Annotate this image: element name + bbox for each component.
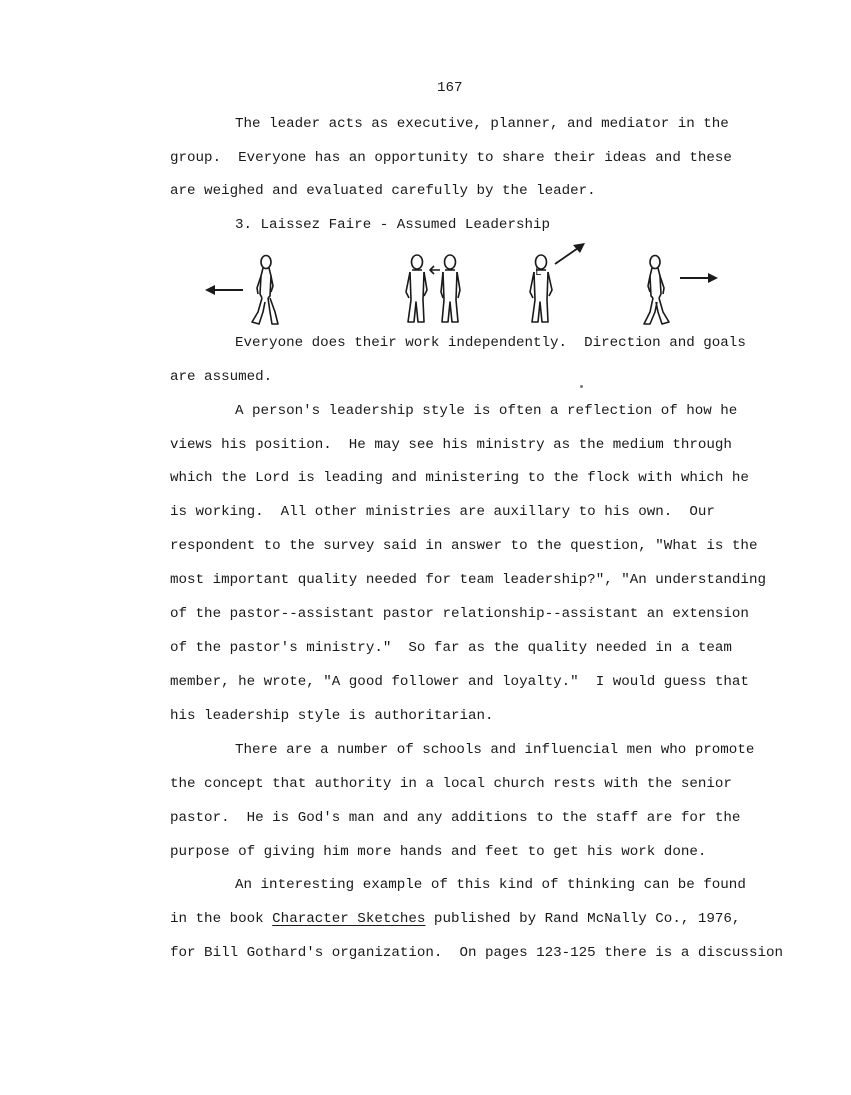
paragraph-line: his leadership style is authoritarian. — [170, 708, 494, 724]
paragraph-line: views his position. He may see his ministry as the medium through — [170, 437, 732, 453]
laissez-faire-figure — [0, 240, 851, 332]
paragraph-line: Everyone does their work independently. Direction and goals — [235, 335, 746, 351]
up-right-arrow-icon — [553, 242, 587, 266]
walking-person-icon — [640, 254, 674, 328]
paragraph-line: are assumed. — [170, 369, 273, 385]
walking-person-icon — [248, 254, 282, 328]
paragraph-line: group. Everyone has an opportunity to share their ideas and these — [170, 150, 732, 166]
scan-speck — [580, 385, 583, 388]
paragraph-line: are weighed and evaluated carefully by the leader. — [170, 183, 596, 199]
page-number: 167 — [437, 80, 463, 96]
paragraph-line: respondent to the survey said in answer to the question, "What is the — [170, 538, 758, 554]
text-run: in the book — [170, 911, 273, 927]
book-title: Character Sketches — [272, 911, 426, 927]
paragraph-line: pastor. He is God's man and any additions to the staff are for the — [170, 810, 741, 826]
right-arrow-icon — [678, 272, 718, 284]
text-run: published by Rand McNally Co., 1976, — [425, 911, 741, 927]
paragraph-line: member, he wrote, "A good follower and loyalty." I would guess that — [170, 674, 749, 690]
paragraph-line: is working. All other ministries are auxillary to his own. Our — [170, 504, 715, 520]
paragraph-line: for Bill Gothard's organization. On pages 123-125 there is a discussion — [170, 945, 783, 961]
paragraph-line — [170, 911, 740, 927]
paragraph-line: A person's leadership style is often a reflection of how he — [235, 403, 738, 419]
paragraph-line: most important quality needed for team leadership?", "An understanding — [170, 572, 766, 588]
section-heading: 3. Laissez Faire - Assumed Leadership — [235, 217, 551, 233]
paragraph-line: purpose of giving him more hands and feet to get his work done. — [170, 844, 707, 860]
paragraph-line: of the pastor--assistant pastor relationship--assistant an extension — [170, 606, 749, 622]
paragraph-line: which the Lord is leading and ministering to the flock with which he — [170, 470, 749, 486]
two-people-talking-icon — [400, 252, 466, 328]
paragraph-line: An interesting example of this kind of thinking can be found — [235, 877, 746, 893]
paragraph-line: the concept that authority in a local church rests with the senior — [170, 776, 732, 792]
paragraph-line: of the pastor's ministry." So far as the quality needed in a team — [170, 640, 732, 656]
paragraph-line: The leader acts as executive, planner, and mediator in the — [235, 116, 729, 132]
paragraph-line: There are a number of schools and influencial men who promote — [235, 742, 755, 758]
left-arrow-icon — [205, 284, 245, 296]
leader-label: L — [535, 267, 542, 279]
